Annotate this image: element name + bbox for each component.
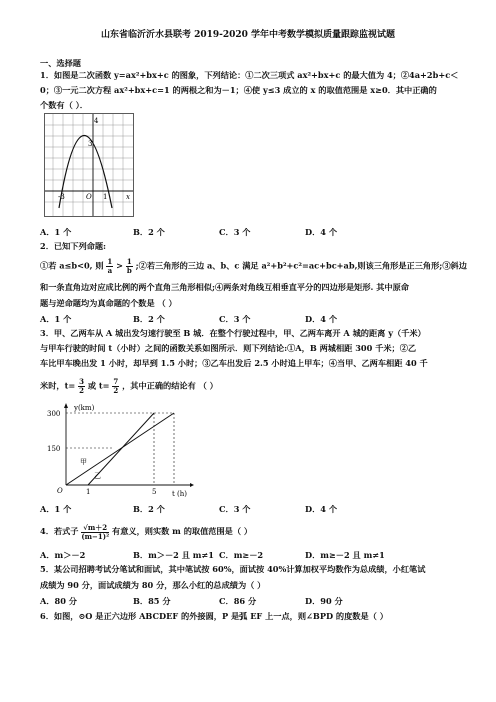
- q1-option-c[interactable]: C．3 个: [219, 227, 251, 237]
- q2-fraction-1b: $\frac{1}{b}$: [126, 257, 132, 275]
- y-axis-arrow: [64, 403, 68, 408]
- q3-line2: 与甲车行驶的时间 t（小时）之间的函数关系如图所示．则下列结论:①A，B 两城相距 300 千米；②乙: [40, 343, 417, 353]
- q2-option-b[interactable]: B．2 个: [133, 314, 165, 324]
- y-tick-300: 300: [47, 410, 61, 418]
- t-axis-label: t (h): [172, 490, 188, 498]
- q5-option-b[interactable]: B．85 分: [133, 596, 171, 606]
- q2-gt-sign: >: [116, 260, 124, 271]
- t-tick-1: 1: [86, 488, 91, 496]
- q3-option-d[interactable]: D．4 个: [305, 504, 338, 514]
- q1-line1: 1．如图是二次函数 y=ax²+bx+c 的图象，下列结论：①二次三项式 ax²+bx+c 的最大值为 4；②4a+2b+c＜: [40, 70, 459, 80]
- q4-fraction: $\frac{√m+2}{\text{(m−1)²}}$: [81, 522, 110, 541]
- q3-fraction-3-2: $\frac{3}{2}$: [79, 377, 84, 395]
- q5-option-c[interactable]: C．86 分: [219, 596, 257, 606]
- q4-post: 有意义，则实数 m 的取值范围是（ ）: [112, 526, 253, 536]
- q2-line2: [40, 258, 467, 275]
- q2-option-a[interactable]: A．1 个: [40, 314, 72, 324]
- q3-line4-post: ，其中正确的结论有 （ ）: [122, 380, 218, 391]
- y-tick-150: 150: [47, 445, 61, 453]
- q1-parabola-graph: [44, 113, 134, 217]
- q1-option-d[interactable]: D．4 个: [305, 227, 338, 237]
- page-title: 山东省临沂沂水县联考 2019-2020 学年中考数学模拟质量跟踪监视试题: [100, 30, 396, 40]
- q3-fraction-7-2: $\frac{7}{2}$: [113, 377, 119, 395]
- section-heading: 一、选择题: [40, 58, 81, 68]
- t-tick-5: 5: [152, 488, 157, 496]
- t-axis-arrow: [190, 483, 194, 487]
- q5-option-a[interactable]: A．80 分: [40, 596, 77, 606]
- q3-line3: 车比甲车晚出发 1 小时，却早到 1.5 小时；③乙车出发后 2.5 小时追上甲车；④当甲、乙两车相距 40 千: [40, 358, 428, 368]
- q2-option-c[interactable]: C．3 个: [219, 314, 251, 324]
- label-yi: 乙: [94, 472, 101, 480]
- q2-line2-post: ;②若三角形的三边 a、b、c 满足 a²+b²+c²=ac+bc+ab,则该三角形是正三角形;③斜边: [135, 260, 467, 271]
- x-tick-neg3: -3: [58, 193, 65, 201]
- q4-option-b[interactable]: B．m＞－2 且 m≠1: [133, 550, 214, 560]
- label-jia: 甲: [80, 458, 87, 466]
- q1-option-a[interactable]: A．1 个: [40, 227, 72, 237]
- q2-line3: 和一条直角边对应成比例的两个直角三角形相似;④两条对角线互相垂直平分的四边形是矩形. 其中原命: [40, 282, 409, 292]
- q5-line2: 成绩为 90 分，面试成绩为 80 分，那么小红的总成绩为（ ）: [40, 580, 266, 590]
- origin-label: O: [86, 193, 92, 201]
- q1-option-b[interactable]: B．2 个: [133, 227, 165, 237]
- q5-line1: 5．某公司招聘考试分笔试和面试，其中笔试按 60%，面试按 40%计算加权平均数作为总成绩，小红笔试: [40, 564, 426, 574]
- y-tick-3: 3: [88, 140, 93, 148]
- q3-line1: 3．甲、乙两车从 A 城出发匀速行驶至 B 城．在整个行驶过程中，甲、乙两车离开 A 城的距离 y（千米）: [40, 328, 426, 338]
- line-jia: [66, 413, 174, 485]
- x-tick-1: 1: [103, 193, 108, 201]
- q4-stem: [40, 522, 252, 541]
- q2-line2-pre: ①若 a≤b<0, 则: [40, 260, 104, 271]
- q4-option-a[interactable]: A．m＞－2: [40, 550, 86, 560]
- q1-line2: 0；③一元二次方程 ax²+bx+c=1 的两根之和为－1；④使 y≤3 成立的 x 的取值范围是 x≥0．其中正确的: [40, 85, 437, 95]
- q3-option-b[interactable]: B．2 个: [133, 504, 165, 514]
- q4-option-d[interactable]: D．m≥－2 且 m≠1: [305, 550, 385, 560]
- q1-line3: 个数有（ ）．: [40, 100, 88, 110]
- q3-option-a[interactable]: A．1 个: [40, 504, 72, 514]
- y-tick-4: 4: [94, 117, 99, 125]
- q3-option-c[interactable]: C．3 个: [219, 504, 251, 514]
- q4-pre: 4．若式子: [40, 526, 79, 536]
- q5-option-d[interactable]: D．90 分: [305, 596, 343, 606]
- q2-option-d[interactable]: D．4 个: [305, 314, 338, 324]
- q3-line4: [40, 378, 218, 395]
- q2-line1: 2．已知下列命题:: [40, 241, 107, 251]
- q3-line4-mid: 或 t=: [87, 380, 110, 391]
- q4-option-c[interactable]: C．m≥－2: [219, 550, 264, 560]
- y-axis-label: y(km): [74, 404, 95, 412]
- q2-fraction-1a: $\frac{1}{a}$: [107, 257, 113, 275]
- origin-label: O: [57, 487, 63, 495]
- q3-distance-time-graph: [44, 402, 194, 498]
- q2-line4: 题与逆命题均为真命题的个数是 （ ）: [40, 298, 177, 308]
- q3-line4-pre: 米时，t=: [40, 380, 76, 391]
- q6-line1: 6．如图，⊙O 是正六边形 ABCDEF 的外接圆，P 是弧 EF 上一点，则∠BPD 的度数是（ ）: [40, 611, 388, 621]
- x-axis-label: x: [126, 193, 130, 201]
